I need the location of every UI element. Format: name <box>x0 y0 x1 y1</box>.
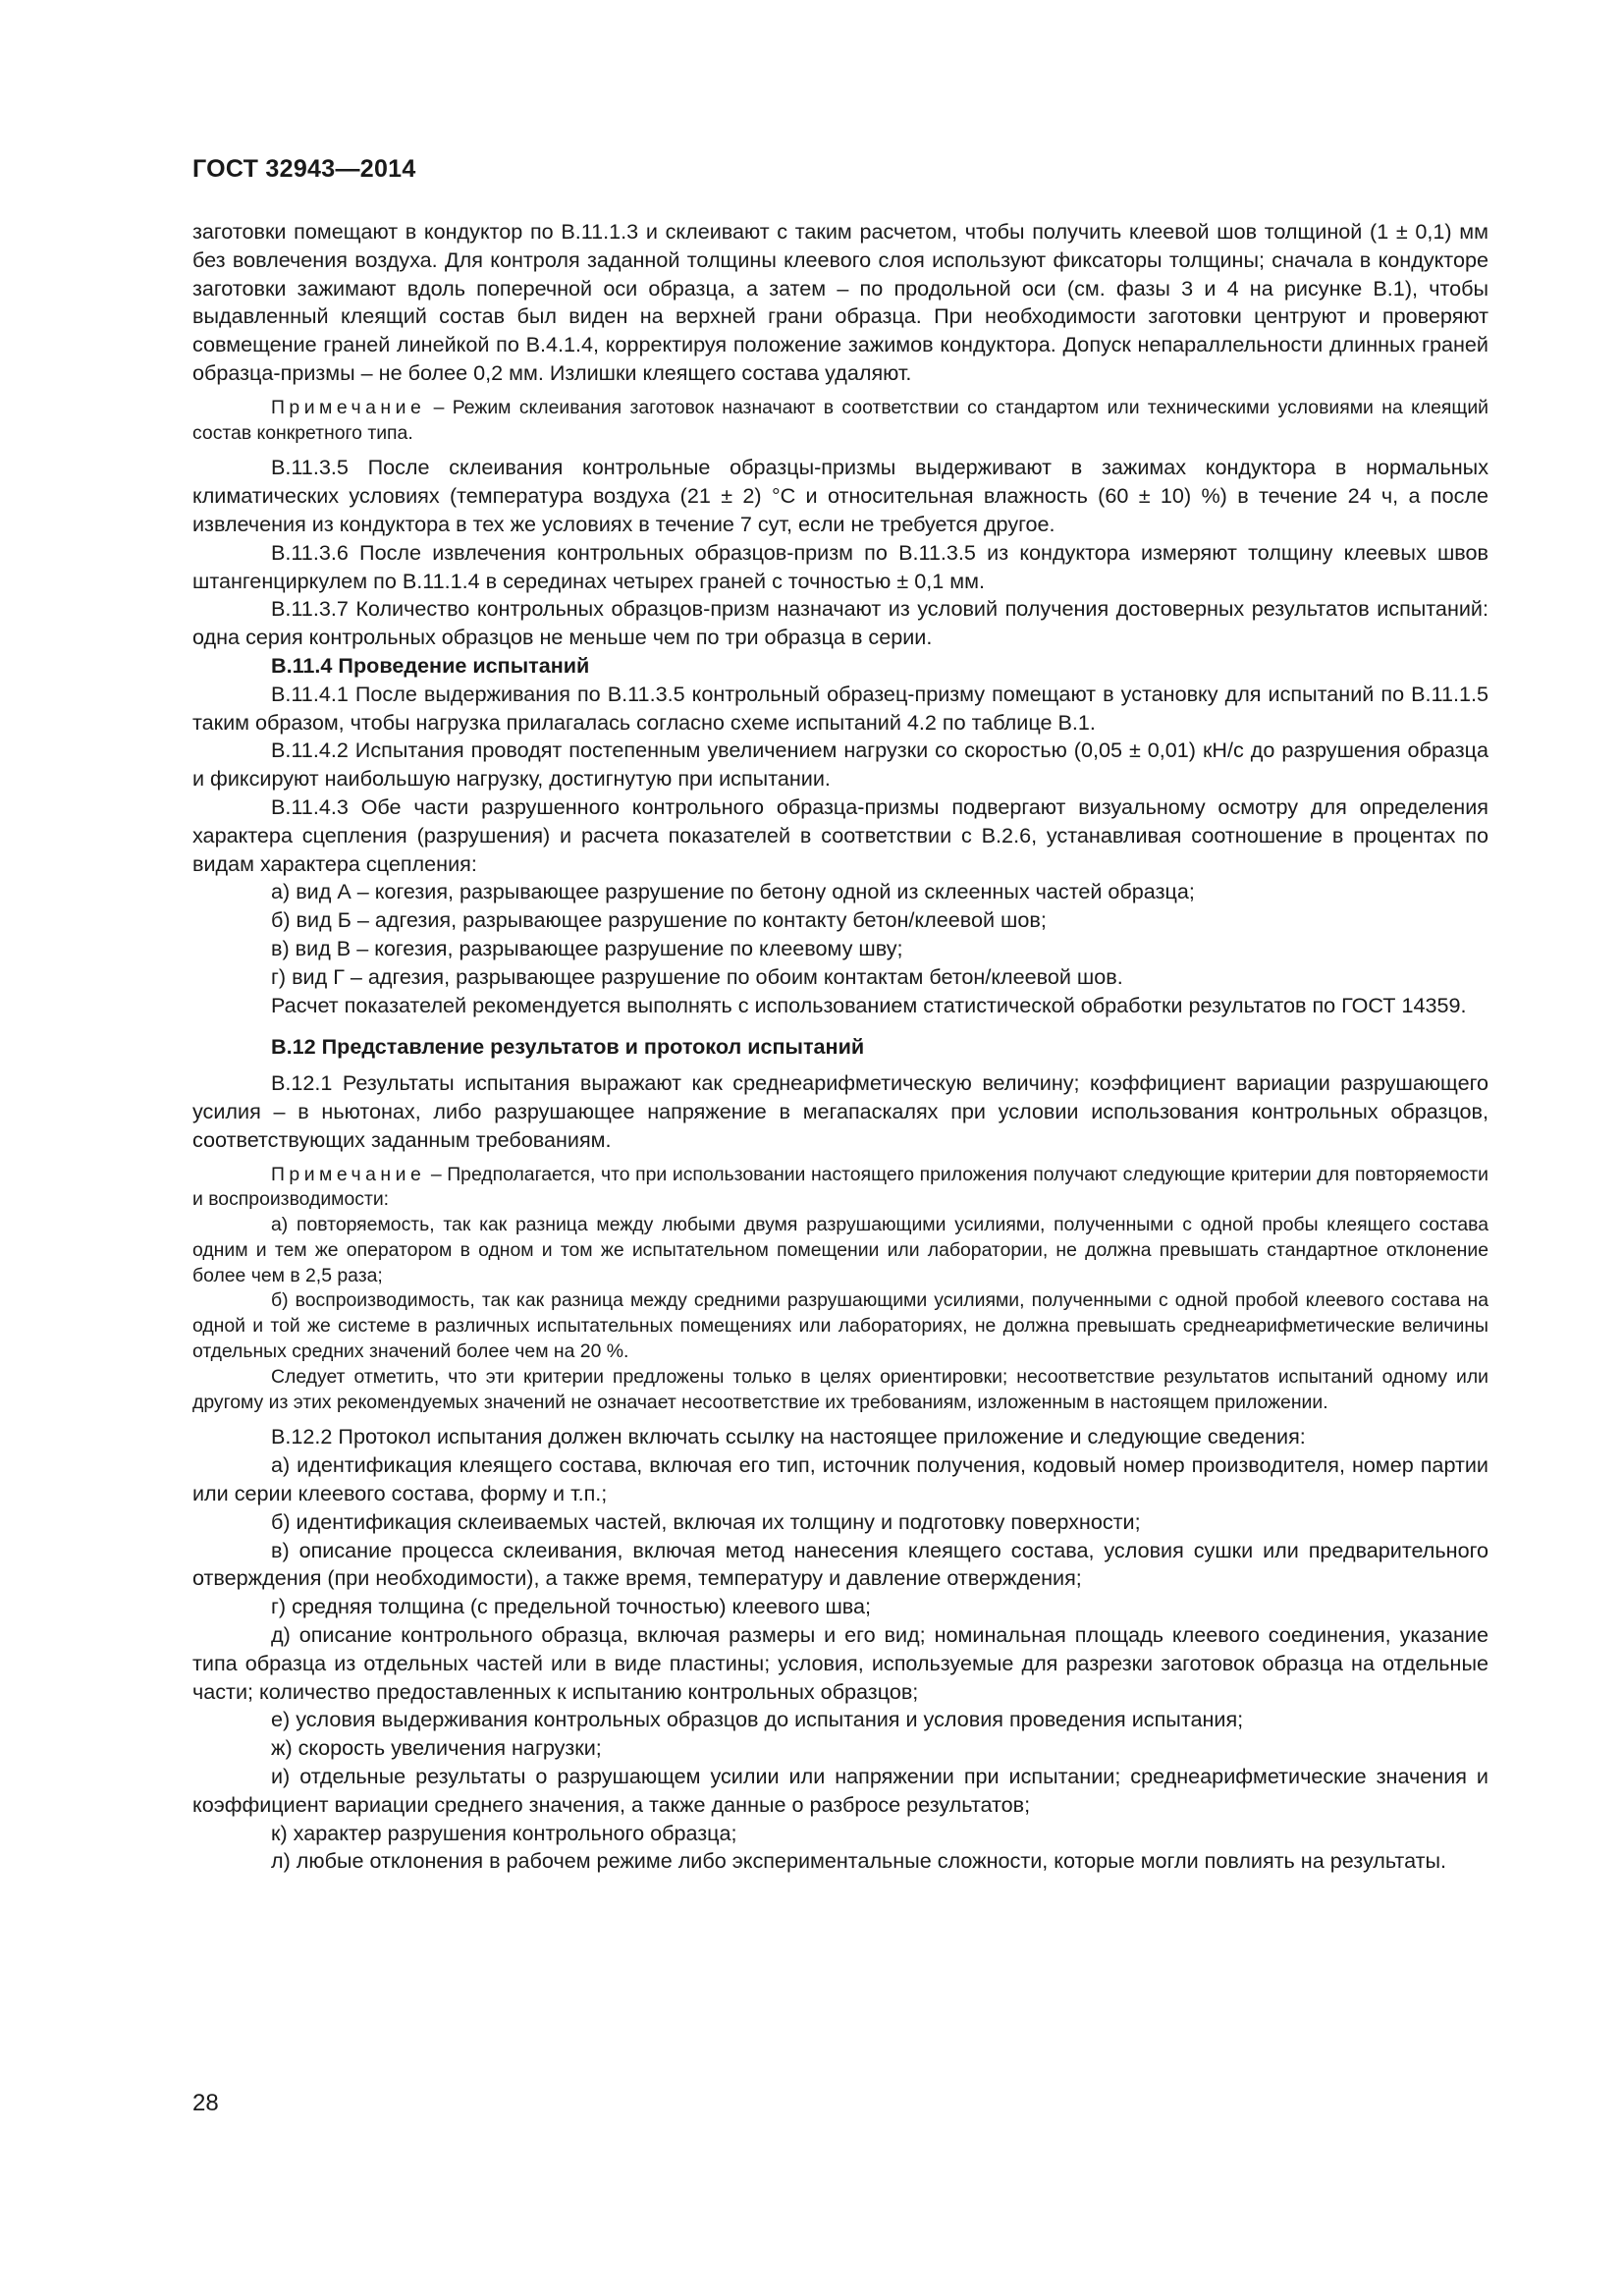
paragraph: В.11.3.6 После извлечения контрольных образцов-призм по В.11.3.5 из кондуктора измеряют толщину клеевых швов штангенциркулем по В.11.1.4 в серединах четырех граней с точностью ± 0,1 мм. <box>192 539 1488 593</box>
page-number: 28 <box>192 2090 219 2116</box>
paragraph: В.12.1 Результаты испытания выражают как среднеарифметическую величину; коэффициент вариации разрушающего усилия – в ньютонах, либо разрушающее напряжение в мегапаскалях при условии использования контрольных образцов, соответствующих заданным требованиям. <box>192 1070 1488 1152</box>
note-label: Примечание <box>271 396 426 418</box>
paragraph: заготовки помещают в кондуктор по В.11.1.3 и склеивают с таким расчетом, чтобы получить клеевой шов толщиной (1 ± 0,1) мм без вовлечения воздуха. Для контроля заданной толщины клеевого слоя используют фиксаторы толщины; сначала в кондукторе заготовки зажимают вдоль поперечной оси образца, а затем – по продольной оси (см. фазы 3 и 4 на рисунке В.1), чтобы выдавленный клеящий состав был виден на верхней грани образца. При необходимости заготовки центруют и проверяют совмещение граней линейкой по В.4.1.4, корректируя положение зажимов кондуктора. Допуск непараллельности длинных граней образца-призмы – не более 0,2 мм. Излишки клеящего состава удаляют. <box>192 219 1488 385</box>
note <box>192 1163 1488 1416</box>
list-item: л) любые отклонения в рабочем режиме либо экспериментальные сложности, которые могли повлиять на результаты. <box>271 1848 1447 1874</box>
note-item: а) повторяемость, так как разница между любыми двумя разрушающими усилиями, полученными с одной пробы клеящего состава одним и тем же оператором в одном и том же испытательном помещении или лаборатории, не должна превышать стандартное отклонение более чем в 2,5 раза; <box>192 1214 1488 1286</box>
list-item: г) вид Г – адгезия, разрывающее разрушение по обоим контактам бетон/клеевой шов. <box>271 963 1123 989</box>
paragraph: В.11.4.1 После выдерживания по В.11.3.5 контрольный образец-призму помещают в установку для испытаний по В.11.1.5 таким образом, чтобы нагрузка прилагалась согласно схеме испытаний 4.2 по таблице В.1. <box>192 681 1488 735</box>
list-item: е) условия выдерживания контрольных образцов до испытания и условия проведения испытания; <box>271 1707 1244 1732</box>
section-heading: В.12 Представление результатов и протокол испытаний <box>271 1034 865 1060</box>
document-body <box>192 218 1488 1876</box>
list-item: б) идентификация склеиваемых частей, включая их толщину и подготовку поверхности; <box>271 1508 1141 1534</box>
note-text: – Предполагается, что при использовании настоящего приложения получают следующие критерии для повторяемости и воспроизводимости: <box>192 1163 1488 1211</box>
list-item: а) вид А – когезия, разрывающее разрушение по бетону одной из склеенных частей образца; <box>271 879 1195 904</box>
paragraph: В.11.4.3 Обе части разрушенного контрольного образца-призмы подвергают визуальному осмотру для определения характера сцепления (разрушения) и расчета показателей в соответствии с В.2.6, устанавливая соотношение в процентах по видам характера сцепления: <box>192 793 1488 876</box>
paragraph: Расчет показателей рекомендуется выполнять с использованием статистической обработки результатов по ГОСТ 14359. <box>271 992 1467 1017</box>
list-item: в) вид В – когезия, разрывающее разрушение по клеевому шву; <box>271 935 903 960</box>
document-header: ГОСТ 32943—2014 <box>192 155 416 183</box>
note-intro <box>192 1163 1488 1214</box>
paragraph: В.12.2 Протокол испытания должен включать ссылку на настоящее приложение и следующие сведения: <box>271 1424 1306 1449</box>
paragraph: В.11.4.2 Испытания проводят постепенным увеличением нагрузки со скоростью (0,05 ± 0,01) кН/с до разрушения образца и фиксируют наибольшую нагрузку, достигнутую при испытании. <box>192 738 1488 792</box>
paragraph: В.11.3.5 После склеивания контрольные образцы-призмы выдерживают в зажимах кондуктора в нормальных климатических условиях (температура воздуха (21 ± 2) °С и относительная влажность (60 ± 10) %) в течение 24 ч, а после извлечения из кондуктора в тех же условиях в течение 7 сут, если не требуется другое. <box>192 455 1488 536</box>
note <box>192 396 1488 447</box>
list-item: а) идентификация клеящего состава, включая его тип, источник получения, кодовый номер производителя, номер партии или серии клеевого состава, форму и т.п.; <box>192 1452 1488 1506</box>
note-item: Следует отметить, что эти критерии предложены только в целях ориентировки; несоответствие результатов испытаний одному или другому из этих рекомендуемых значений не означает несоответствие их требованиям, изложенным в настоящем приложении. <box>192 1365 1488 1413</box>
list-item: г) средняя толщина (с предельной точностью) клеевого шва; <box>271 1594 872 1619</box>
section-heading: В.11.4 Проведение испытаний <box>271 652 590 678</box>
paragraph: В.11.3.7 Количество контрольных образцов-призм назначают из условий получения достоверных результатов испытаний: одна серия контрольных образцов не меньше чем по три образца в серии. <box>192 596 1488 650</box>
list-item: и) отдельные результаты о разрушающем усилии или напряжении при испытании; среднеарифметические значения и коэффициент вариации среднего значения, а также данные о разбросе результатов; <box>192 1764 1488 1817</box>
list-item: д) описание контрольного образца, включая размеры и его вид; номинальная площадь клеевого соединения, указание типа образца из отдельных частей или в виде пластины; условия, используемые для разрезки заготовок образца на отдельные части; количество предоставленных к испытанию контрольных образцов; <box>192 1622 1488 1704</box>
list-item: б) вид Б – адгезия, разрывающее разрушение по контакту бетон/клеевой шов; <box>271 907 1047 933</box>
note-text: – Режим склеивания заготовок назначают в соответствии со стандартом или техническими условиями на клеящий состав конкретного типа. <box>192 396 1488 444</box>
note-item: б) воспроизводимость, так как разница между средними разрушающими усилиями, полученными с одной пробой клеевого состава на одной и той же системе в различных испытательных помещениях или лабораториях, не должна превышать среднеарифметические величины отдельных средних значений более чем на 20 %. <box>192 1289 1488 1363</box>
note-label: Примечание <box>271 1163 426 1185</box>
list-item: в) описание процесса склеивания, включая метод нанесения клеящего состава, условия сушки или предварительного отверждения (при необходимости), а также время, температуру и давление отверждения; <box>192 1537 1488 1591</box>
list-item: к) характер разрушения контрольного образца; <box>271 1820 737 1845</box>
list-item: ж) скорость увеличения нагрузки; <box>271 1735 602 1761</box>
